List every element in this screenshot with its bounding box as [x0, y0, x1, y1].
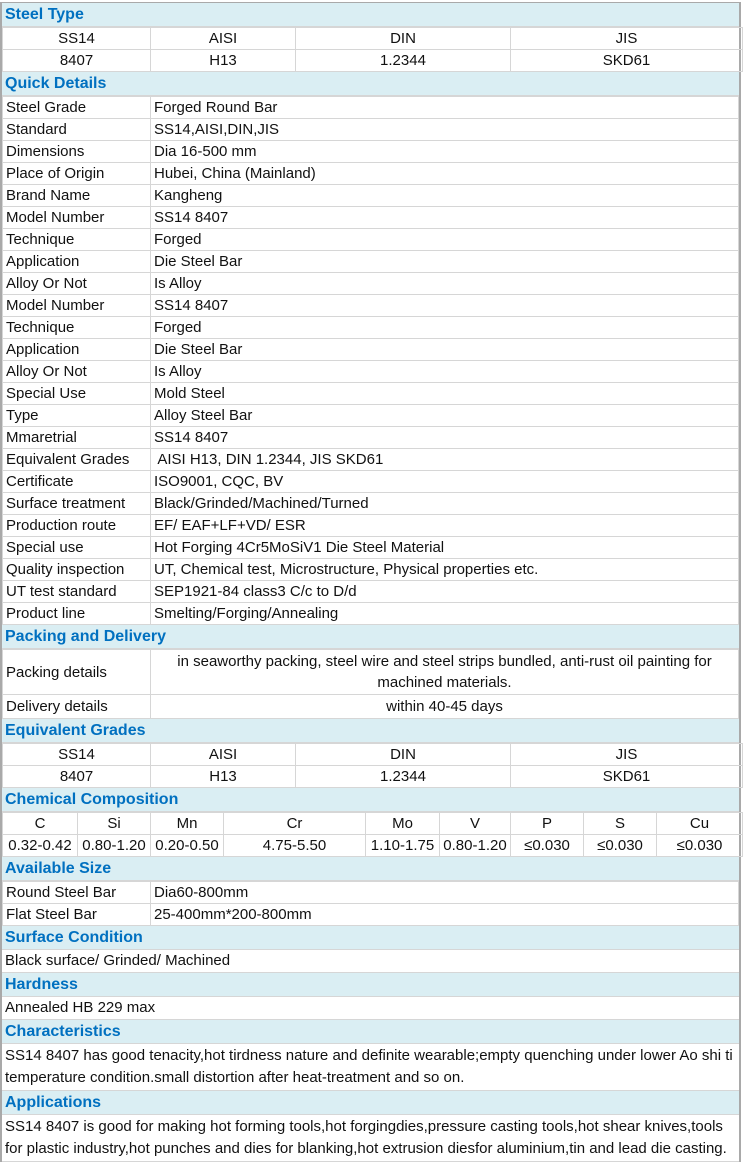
- quick-details-value: Die Steel Bar: [151, 339, 739, 361]
- table-row: [3, 650, 739, 695]
- quick-details-label: Dimensions: [3, 141, 151, 163]
- chemical-composition-value-cell: ≤0.030: [657, 835, 743, 857]
- table-row: [3, 273, 739, 295]
- table-row: [3, 537, 739, 559]
- table-row: [3, 882, 739, 904]
- chemical-composition-value-cell: ≤0.030: [511, 835, 584, 857]
- quick-details-label: Surface treatment: [3, 493, 151, 515]
- table-row: [3, 449, 739, 471]
- table-row: [3, 904, 739, 926]
- available-size-value: 25-400mm*200-800mm: [151, 904, 739, 926]
- quick-details-label: Alloy Or Not: [3, 361, 151, 383]
- quick-details-label: Special Use: [3, 383, 151, 405]
- quick-details-label: Model Number: [3, 207, 151, 229]
- chemical-composition-header-cell: C: [3, 813, 78, 835]
- chemical-composition-header-cell: P: [511, 813, 584, 835]
- quick-details-value: SS14,AISI,DIN,JIS: [151, 119, 739, 141]
- chemical-composition-header-cell: V: [440, 813, 511, 835]
- available-size-value: Dia60-800mm: [151, 882, 739, 904]
- equivalent-grades-value-cell: SKD61: [511, 766, 743, 788]
- packing-delivery-label: Delivery details: [3, 695, 151, 719]
- applications-text: SS14 8407 is good for making hot forming tools,hot forgingdies,pressure casting tools,hot shear knives,tools for plastic industry,hot punches and dies for blanking,hot extrusion diesfor aluminium,tin and lead die casting.: [2, 1115, 739, 1162]
- quick-details-label: Certificate: [3, 471, 151, 493]
- table-row: [3, 427, 739, 449]
- quick-details-value: Forged: [151, 229, 739, 251]
- chemical-composition-header-cell: Cu: [657, 813, 743, 835]
- chemical-composition-value-cell: ≤0.030: [584, 835, 657, 857]
- table-row: [3, 766, 743, 788]
- chemical-composition-value-cell: 1.10-1.75: [366, 835, 440, 857]
- equivalent-grades-header-cell: DIN: [296, 744, 511, 766]
- table-row: [3, 97, 739, 119]
- steel-type-header-cell: SS14: [3, 28, 151, 50]
- table-row: [3, 295, 739, 317]
- chemical-composition-header-cell: Mo: [366, 813, 440, 835]
- characteristics-text: SS14 8407 has good tenacity,hot tirdness nature and definite wearable;empty quenching under lower Ao shi ti temperature condition.small distortion after heat-treatment and so on.: [2, 1044, 739, 1091]
- quick-details-label: Brand Name: [3, 185, 151, 207]
- quick-details-value: Die Steel Bar: [151, 251, 739, 273]
- chemical-composition-header-cell: S: [584, 813, 657, 835]
- equivalent-grades-value-cell: 1.2344: [296, 766, 511, 788]
- packing-delivery-label: Packing details: [3, 650, 151, 695]
- table-row: [3, 141, 739, 163]
- equivalent-grades-header-cell: JIS: [511, 744, 743, 766]
- equivalent-grades-section-header: Equivalent Grades: [2, 719, 739, 743]
- equivalent-grades-table: [2, 743, 743, 788]
- table-row: [3, 163, 739, 185]
- equivalent-grades-value-cell: H13: [151, 766, 296, 788]
- quick-details-label: Production route: [3, 515, 151, 537]
- characteristics-section-header: Characteristics: [2, 1020, 739, 1044]
- steel-type-header-cell: JIS: [511, 28, 743, 50]
- table-row: [3, 339, 739, 361]
- table-row: [3, 119, 739, 141]
- table-row: [3, 185, 739, 207]
- chemical-composition-value-cell: 0.80-1.20: [78, 835, 151, 857]
- quick-details-label: Special use: [3, 537, 151, 559]
- applications-section-header: Applications: [2, 1091, 739, 1115]
- table-row: [3, 603, 739, 625]
- table-row: [3, 559, 739, 581]
- hardness-section-header: Hardness: [2, 973, 739, 997]
- quick-details-value: SEP1921-84 class3 C/c to D/d: [151, 581, 739, 603]
- quick-details-value: Is Alloy: [151, 273, 739, 295]
- quick-details-label: Product line: [3, 603, 151, 625]
- steel-type-table: [2, 27, 743, 72]
- table-row: [3, 515, 739, 537]
- surface-condition-section-header: Surface Condition: [2, 926, 739, 950]
- steel-type-value-cell: SKD61: [511, 50, 743, 72]
- packing-delivery-value: within 40-45 days: [151, 695, 739, 719]
- quick-details-label: Application: [3, 339, 151, 361]
- available-size-label: Round Steel Bar: [3, 882, 151, 904]
- steel-type-header-cell: DIN: [296, 28, 511, 50]
- quick-details-value: Is Alloy: [151, 361, 739, 383]
- chemical-composition-value-cell: 0.20-0.50: [151, 835, 224, 857]
- chemical-composition-section-header: Chemical Composition: [2, 788, 739, 812]
- table-row: [3, 471, 739, 493]
- equivalent-grades-header-cell: SS14: [3, 744, 151, 766]
- quick-details-value: Kangheng: [151, 185, 739, 207]
- table-row: [3, 493, 739, 515]
- quick-details-value: EF/ EAF+LF+VD/ ESR: [151, 515, 739, 537]
- quick-details-label: Mmaretrial: [3, 427, 151, 449]
- quick-details-value: SS14 8407: [151, 207, 739, 229]
- quick-details-value: Black/Grinded/Machined/Turned: [151, 493, 739, 515]
- steel-type-section-header: Steel Type: [2, 3, 739, 27]
- steel-type-value-cell: H13: [151, 50, 296, 72]
- steel-type-header-cell: AISI: [151, 28, 296, 50]
- available-size-table: [2, 881, 739, 926]
- steel-type-value-cell: 1.2344: [296, 50, 511, 72]
- quick-details-value: Dia 16-500 mm: [151, 141, 739, 163]
- chemical-composition-table: [2, 812, 743, 857]
- quick-details-value: AISI H13, DIN 1.2344, JIS SKD61: [151, 449, 739, 471]
- packing-delivery-value: in seaworthy packing, steel wire and steel strips bundled, anti-rust oil painting for machined materials.: [151, 650, 739, 695]
- table-row: [3, 207, 739, 229]
- quick-details-value: Forged: [151, 317, 739, 339]
- quick-details-label: Quality inspection: [3, 559, 151, 581]
- chemical-composition-header-cell: Si: [78, 813, 151, 835]
- quick-details-value: Smelting/Forging/Annealing: [151, 603, 739, 625]
- quick-details-value: ISO9001, CQC, BV: [151, 471, 739, 493]
- table-row: [3, 317, 739, 339]
- table-row: [3, 581, 739, 603]
- quick-details-label: Steel Grade: [3, 97, 151, 119]
- quick-details-value: Hot Forging 4Cr5MoSiV1 Die Steel Material: [151, 537, 739, 559]
- table-row: [3, 28, 743, 50]
- quick-details-value: UT, Chemical test, Microstructure, Physical properties etc.: [151, 559, 739, 581]
- quick-details-value: SS14 8407: [151, 427, 739, 449]
- chemical-composition-header-cell: Cr: [224, 813, 366, 835]
- table-row: [3, 229, 739, 251]
- equivalent-grades-header-cell: AISI: [151, 744, 296, 766]
- quick-details-value: Mold Steel: [151, 383, 739, 405]
- packing-delivery-table: [2, 649, 739, 719]
- equivalent-grades-value-cell: 8407: [3, 766, 151, 788]
- quick-details-table: [2, 96, 739, 625]
- packing-delivery-section-header: Packing and Delivery: [2, 625, 739, 649]
- quick-details-section-header: Quick Details: [2, 72, 739, 96]
- hardness-text: Annealed HB 229 max: [2, 997, 739, 1020]
- chemical-composition-value-cell: 4.75-5.50: [224, 835, 366, 857]
- quick-details-label: Alloy Or Not: [3, 273, 151, 295]
- quick-details-value: Hubei, China (Mainland): [151, 163, 739, 185]
- table-row: [3, 361, 739, 383]
- table-row: [3, 251, 739, 273]
- quick-details-value: Forged Round Bar: [151, 97, 739, 119]
- table-row: [3, 383, 739, 405]
- available-size-section-header: Available Size: [2, 857, 739, 881]
- available-size-label: Flat Steel Bar: [3, 904, 151, 926]
- chemical-composition-value-cell: 0.32-0.42: [3, 835, 78, 857]
- quick-details-label: UT test standard: [3, 581, 151, 603]
- surface-condition-text: Black surface/ Grinded/ Machined: [2, 950, 739, 973]
- chemical-composition-header-cell: Mn: [151, 813, 224, 835]
- product-spec-sheet: [0, 2, 741, 1162]
- quick-details-value: Alloy Steel Bar: [151, 405, 739, 427]
- steel-type-value-cell: 8407: [3, 50, 151, 72]
- quick-details-label: Model Number: [3, 295, 151, 317]
- table-row: [3, 835, 743, 857]
- quick-details-label: Standard: [3, 119, 151, 141]
- quick-details-label: Technique: [3, 229, 151, 251]
- quick-details-label: Technique: [3, 317, 151, 339]
- quick-details-label: Equivalent Grades: [3, 449, 151, 471]
- table-row: [3, 405, 739, 427]
- quick-details-label: Application: [3, 251, 151, 273]
- table-row: [3, 50, 743, 72]
- quick-details-label: Place of Origin: [3, 163, 151, 185]
- table-row: [3, 744, 743, 766]
- table-row: [3, 695, 739, 719]
- table-row: [3, 813, 743, 835]
- quick-details-value: SS14 8407: [151, 295, 739, 317]
- chemical-composition-value-cell: 0.80-1.20: [440, 835, 511, 857]
- quick-details-label: Type: [3, 405, 151, 427]
